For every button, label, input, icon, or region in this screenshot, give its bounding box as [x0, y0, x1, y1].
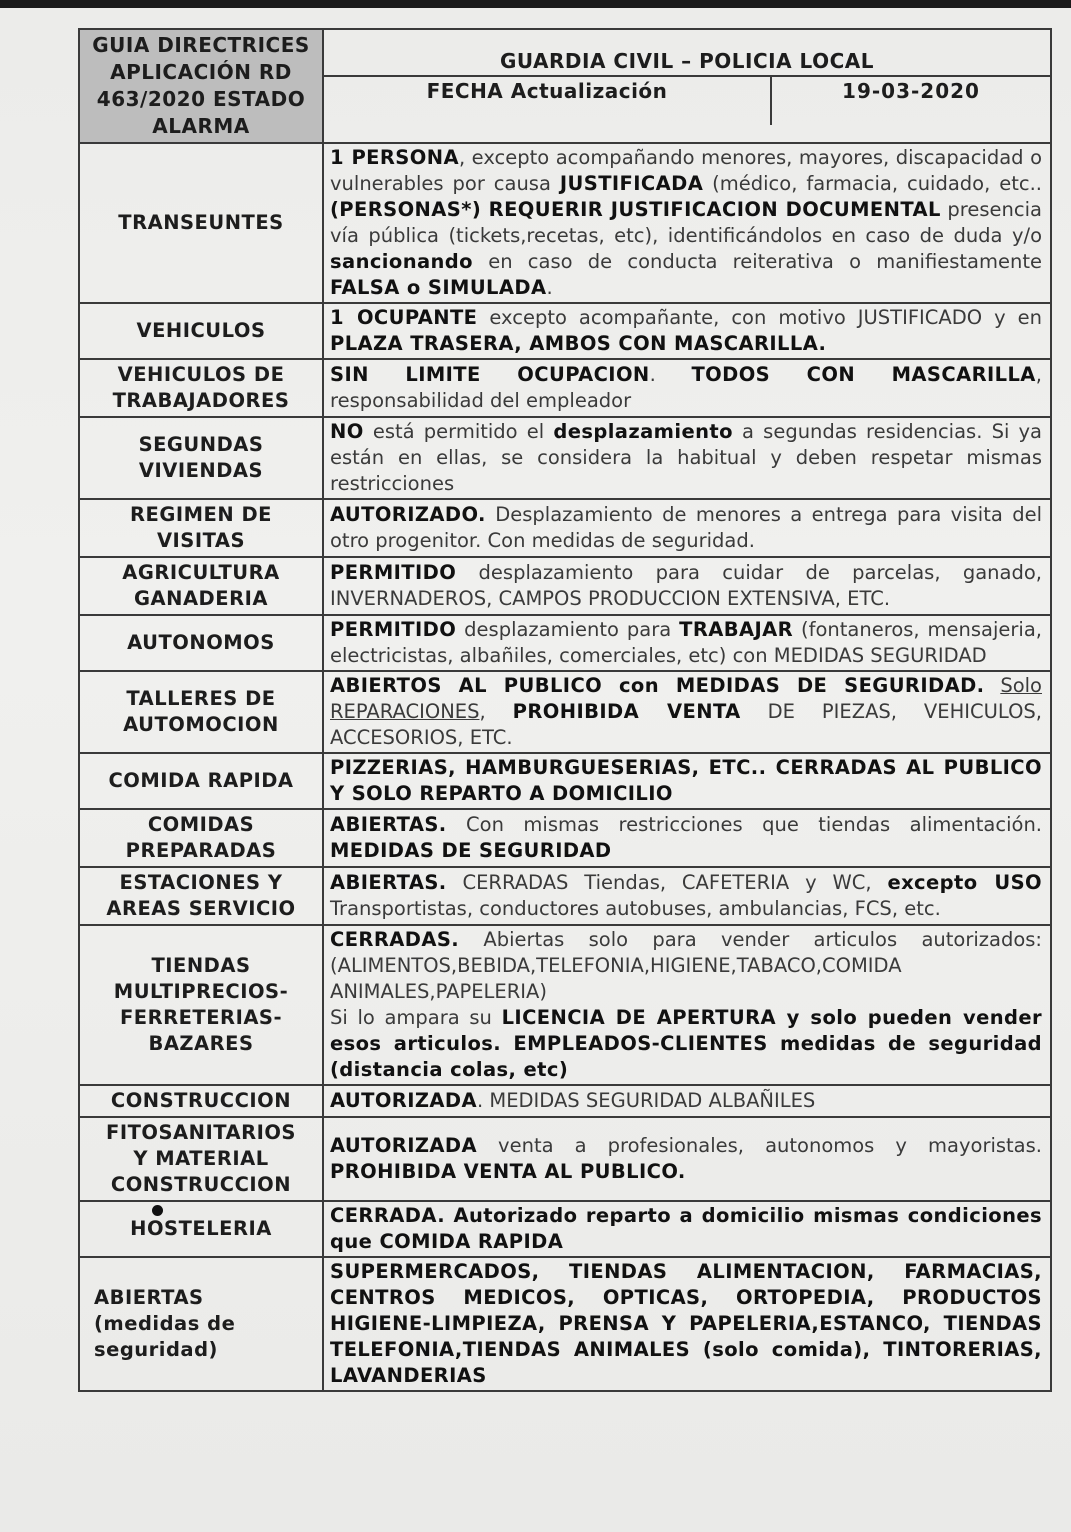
rule-talleres: ABIERTOS AL PUBLICO con MEDIDAS DE SEGURIDAD. Solo REPARACIONES, PROHIBIDA VENTA DE PIEZAS, VEHICULOS, ACCESORIOS, ETC. [323, 671, 1051, 753]
rule-abiertas: SUPERMERCADOS, TIENDAS ALIMENTACION, FARMACIAS, CENTROS MEDICOS, OPTICAS, ORTOPEDIA, PRODUCTOS HIGIENE-LIMPIEZA, PRENSA Y PAPELERIA,ESTANCO, TIENDAS TELEFONIA,TIENDAS ANIMALES (solo comida), TINTORERIAS, LAVANDERIAS [323, 1257, 1051, 1391]
header-row [79, 29, 1051, 143]
document-title: GUIA DIRECTRICES APLICACIÓN RD 463/2020 ESTADO ALARMA [79, 29, 323, 143]
table-row [79, 499, 1051, 557]
category-fitosanitarios: FITOSANITARIOS Y MATERIAL CONSTRUCCION [79, 1117, 323, 1201]
table-row [79, 867, 1051, 925]
table-row [79, 143, 1051, 303]
rule-autonomos: PERMITIDO desplazamiento para TRABAJAR (fontaneros, mensajeria, electricistas, albañiles, comerciales, etc) con MEDIDAS SEGURIDAD [323, 615, 1051, 671]
category-regimen-visitas: REGIMEN DE VISITAS [79, 499, 323, 557]
category-vehiculos-trabajadores: VEHICULOS DE TRABAJADORES [79, 359, 323, 417]
category-talleres: TALLERES DE AUTOMOCION [79, 671, 323, 753]
table-row [79, 1085, 1051, 1117]
rule-transeuntes: 1 PERSONA, excepto acompañando menores, mayores, discapacidad o vulnerables por causa JUSTIFICADA (médico, farmacia, cuidado, etc..(PERSONAS*) REQUERIR JUSTIFICACION DOCUMENTAL presencia vía pública (tickets,recetas, etc), identificándolos en caso de duda y/o sancionando en caso de conducta reiterativa o manifiestamente FALSA o SIMULADA. [323, 143, 1051, 303]
rule-estaciones: ABIERTAS. CERRADAS Tiendas, CAFETERIA y WC, excepto USO Transportistas, conductores autobuses, ambulancias, FCS, etc. [323, 867, 1051, 925]
table-row [79, 359, 1051, 417]
rule-hosteleria: CERRADA. Autorizado reparto a domicilio mismas condiciones que COMIDA RAPIDA [323, 1201, 1051, 1257]
ink-dot [152, 1205, 163, 1216]
category-hosteleria: HOSTELERIA [79, 1201, 323, 1257]
table-row [79, 925, 1051, 1085]
header-info [323, 29, 1051, 143]
table-row [79, 417, 1051, 499]
table-row [79, 671, 1051, 753]
table-row [79, 1201, 1051, 1257]
category-transeuntes: TRANSEUNTES [79, 143, 323, 303]
table-row [79, 557, 1051, 615]
top-edge [0, 0, 1071, 8]
rule-agricultura: PERMITIDO desplazamiento para cuidar de parcelas, ganado, INVERNADEROS, CAMPOS PRODUCCION EXTENSIVA, ETC. [323, 557, 1051, 615]
category-abiertas: ABIERTAS (medidas de seguridad) [79, 1257, 323, 1391]
agency-title: GUARDIA CIVIL – POLICIA LOCAL [324, 47, 1050, 76]
table-row [79, 615, 1051, 671]
table-row [79, 753, 1051, 809]
category-autonomos: AUTONOMOS [79, 615, 323, 671]
rule-regimen-visitas: AUTORIZADO. Desplazamiento de menores a entrega para visita del otro progenitor. Con medidas de seguridad. [323, 499, 1051, 557]
category-construccion: CONSTRUCCION [79, 1085, 323, 1117]
rule-comidas-preparadas: ABIERTAS. Con mismas restricciones que tiendas alimentación. MEDIDAS DE SEGURIDAD [323, 809, 1051, 867]
update-date: 19-03-2020 [771, 76, 1050, 125]
table-row [79, 809, 1051, 867]
rule-fitosanitarios: AUTORIZADA venta a profesionales, autonomos y mayoristas. PROHIBIDA VENTA AL PUBLICO. [323, 1117, 1051, 1201]
category-comidas-preparadas: COMIDAS PREPARADAS [79, 809, 323, 867]
rule-tiendas: CERRADAS. Abiertas solo para vender articulos autorizados: (ALIMENTOS,BEBIDA,TELEFONIA,HIGIENE,TABACO,COMIDA ANIMALES,PAPELERIA) Si lo ampara su LICENCIA DE APERTURA y solo pueden vender esos articulos. EMPLEADOS-CLIENTES medidas de seguridad (distancia colas, etc) [323, 925, 1051, 1085]
guidelines-table [78, 28, 1052, 1392]
table-row [79, 1257, 1051, 1391]
table-row [79, 1117, 1051, 1201]
category-segundas-viviendas: SEGUNDAS VIVIENDAS [79, 417, 323, 499]
category-comida-rapida: COMIDA RAPIDA [79, 753, 323, 809]
rule-construccion: AUTORIZADA. MEDIDAS SEGURIDAD ALBAÑILES [323, 1085, 1051, 1117]
table-row [79, 303, 1051, 359]
rule-comida-rapida: PIZZERIAS, HAMBURGUESERIAS, ETC.. CERRADAS AL PUBLICO Y SOLO REPARTO A DOMICILIO [323, 753, 1051, 809]
rule-segundas-viviendas: NO está permitido el desplazamiento a segundas residencias. Si ya están en ellas, se considera la habitual y deben respetar mismas restricciones [323, 417, 1051, 499]
rule-vehiculos: 1 OCUPANTE excepto acompañante, con motivo JUSTIFICADO y en PLAZA TRASERA, AMBOS CON MASCARILLA. [323, 303, 1051, 359]
category-tiendas: TIENDAS MULTIPRECIOS- FERRETERIAS- BAZARES [79, 925, 323, 1085]
date-label: FECHA Actualización [426, 79, 668, 103]
category-estaciones: ESTACIONES Y AREAS SERVICIO [79, 867, 323, 925]
category-vehiculos: VEHICULOS [79, 303, 323, 359]
rule-vehiculos-trabajadores: SIN LIMITE OCUPACION. TODOS CON MASCARILLA, responsabilidad del empleador [323, 359, 1051, 417]
category-agricultura: AGRICULTURA GANADERIA [79, 557, 323, 615]
